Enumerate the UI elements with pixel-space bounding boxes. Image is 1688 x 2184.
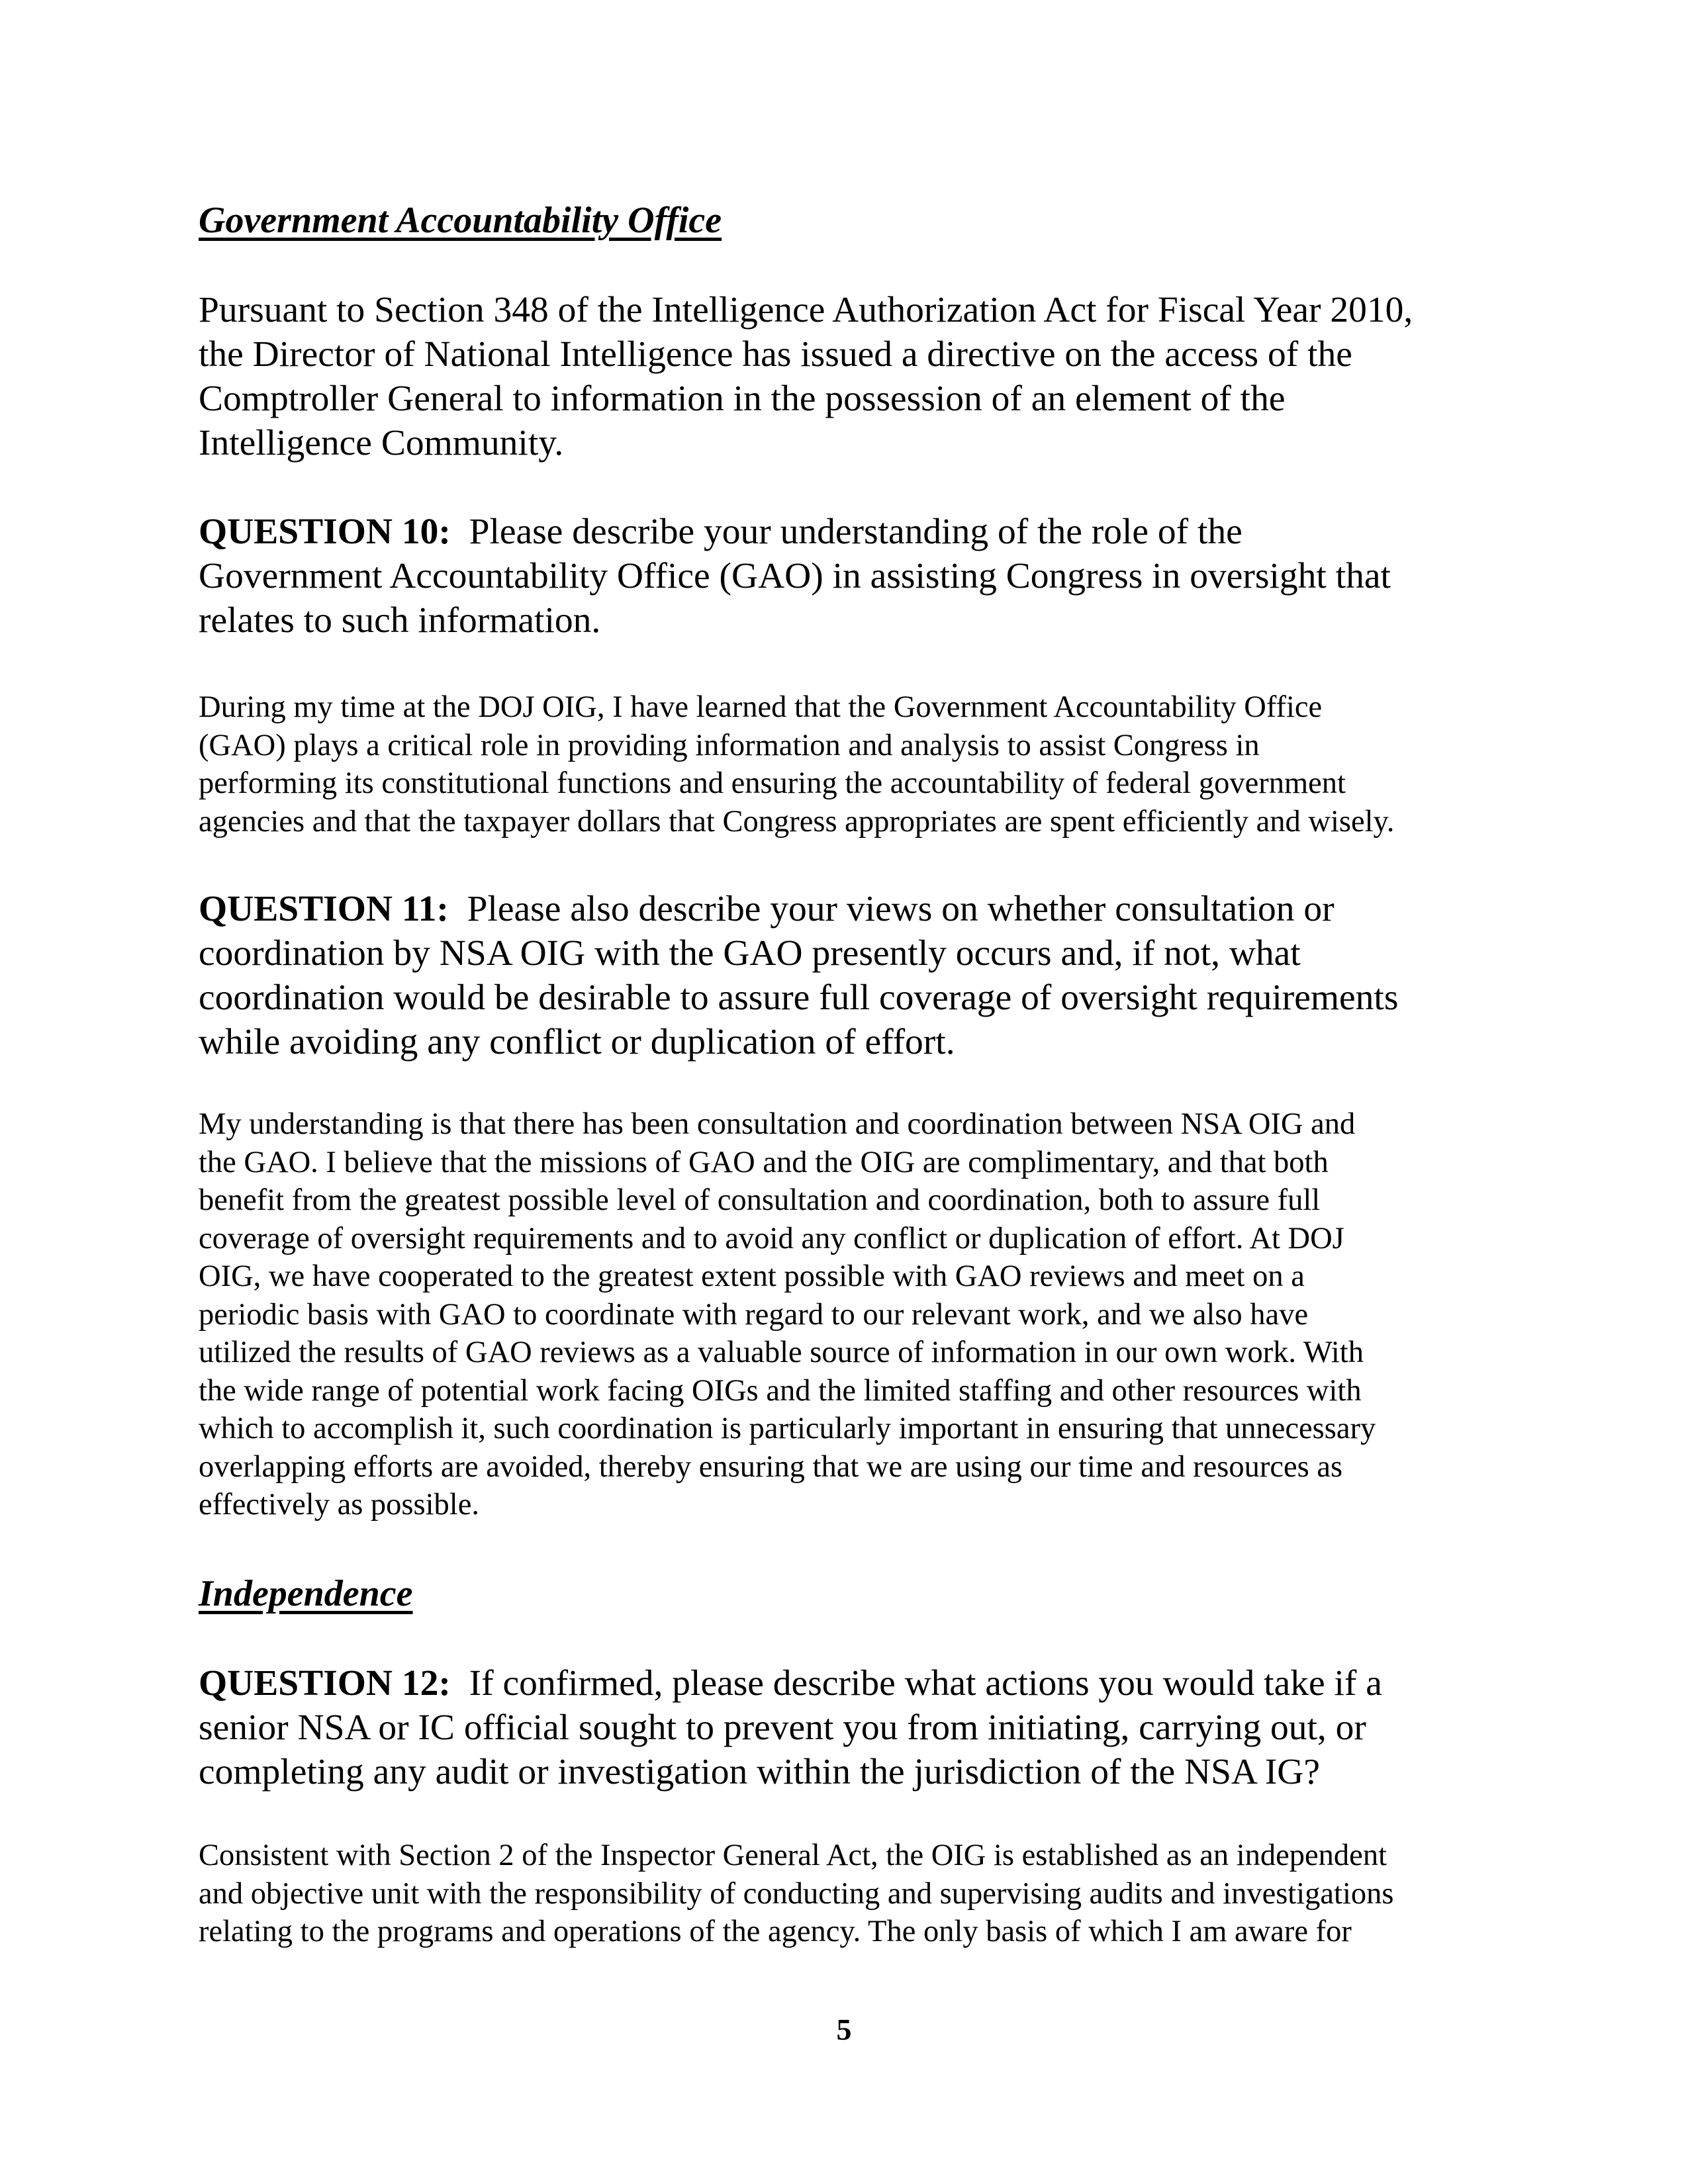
question-label: QUESTION 11: bbox=[199, 889, 449, 929]
question-text: Please also describe your views on whether consultation or bbox=[467, 889, 1335, 929]
text-line: periodic basis with GAO to coordinate with regard to our relevant work, and we also have bbox=[199, 1297, 1309, 1332]
question-label: QUESTION 12: bbox=[199, 1663, 451, 1704]
text-line: overlapping efforts are avoided, thereby ensuring that we are using our time and resources as bbox=[199, 1449, 1343, 1484]
text-line: senior NSA or IC official sought to prevent you from initiating, carrying out, or bbox=[199, 1707, 1366, 1748]
question-text: Please describe your understanding of the role of the bbox=[469, 512, 1243, 552]
question-10 bbox=[199, 510, 1516, 643]
question-text: If confirmed, please describe what actions you would take if a bbox=[469, 1663, 1382, 1704]
question-label: QUESTION 10: bbox=[199, 512, 451, 552]
text-line: My understanding is that there has been consultation and coordination between NSA OIG and bbox=[199, 1107, 1356, 1141]
text-line: Consistent with Section 2 of the Inspector General Act, the OIG is established as an independent bbox=[199, 1839, 1387, 1872]
text-line: and objective unit with the responsibility of conducting and supervising audits and investigations bbox=[199, 1876, 1394, 1911]
text-line bbox=[199, 887, 1516, 931]
text-line: (GAO) plays a critical role in providing information and analysis to assist Congress in bbox=[199, 728, 1260, 762]
text-line: relates to such information. bbox=[199, 600, 601, 641]
text-line bbox=[199, 510, 1516, 554]
intro-paragraph bbox=[199, 288, 1516, 465]
text-line: effectively as possible. bbox=[199, 1488, 479, 1522]
text-line: coordination would be desirable to assure full coverage of oversight requirements bbox=[199, 978, 1399, 1018]
text-line: which to accomplish it, such coordination is particularly important in ensuring that unnecessary bbox=[199, 1412, 1376, 1445]
text-line: agencies and that the taxpayer dollars that Congress appropriates are spent efficiently and wisely. bbox=[199, 804, 1395, 839]
text-line: completing any audit or investigation within the jurisdiction of the NSA IG? bbox=[199, 1752, 1321, 1792]
text-line: Pursuant to Section 348 of the Intelligence Authorization Act for Fiscal Year 2010, bbox=[199, 290, 1413, 330]
text-line: the GAO. I believe that the missions of GAO and the OIG are complimentary, and that both bbox=[199, 1145, 1329, 1179]
text-line: benefit from the greatest possible level of consultation and coordination, both to assure full bbox=[199, 1183, 1321, 1217]
text-line bbox=[199, 1661, 1516, 1706]
text-line: Comptroller General to information in the possession of an element of the bbox=[199, 379, 1286, 419]
text-line: coordination by NSA OIG with the GAO presently occurs and, if not, what bbox=[199, 933, 1301, 974]
text-line: coverage of oversight requirements and to avoid any conflict or duplication of effort. At DOJ bbox=[199, 1221, 1344, 1255]
answer-10 bbox=[199, 688, 1516, 841]
text-line: utilized the results of GAO reviews as a valuable source of information in our own work. With bbox=[199, 1336, 1364, 1369]
section-heading-independence: Independence bbox=[199, 1573, 413, 1614]
text-line: performing its constitutional functions and ensuring the accountability of federal government bbox=[199, 766, 1346, 800]
text-line: Government Accountability Office (GAO) in assisting Congress in oversight that bbox=[199, 556, 1391, 596]
text-line: the Director of National Intelligence has issued a directive on the access of the bbox=[199, 334, 1352, 375]
text-line: while avoiding any conflict or duplication of effort. bbox=[199, 1022, 955, 1062]
text-line: the wide range of potential work facing OIGs and the limited staffing and other resources with bbox=[199, 1373, 1362, 1408]
question-11 bbox=[199, 887, 1516, 1064]
answer-11 bbox=[199, 1105, 1516, 1524]
question-12 bbox=[199, 1661, 1516, 1794]
text-line: relating to the programs and operations of the agency. The only basis of which I am aware for bbox=[199, 1915, 1352, 1948]
text-line: Intelligence Community. bbox=[199, 423, 564, 463]
answer-12 bbox=[199, 1837, 1516, 1951]
text-line: OIG, we have cooperated to the greatest extent possible with GAO reviews and meet on a bbox=[199, 1259, 1305, 1293]
text-line: During my time at the DOJ OIG, I have learned that the Government Accountability Office bbox=[199, 690, 1323, 724]
page-number: 5 bbox=[836, 2013, 852, 2046]
section-heading-gao: Government Accountability Office bbox=[199, 200, 722, 241]
